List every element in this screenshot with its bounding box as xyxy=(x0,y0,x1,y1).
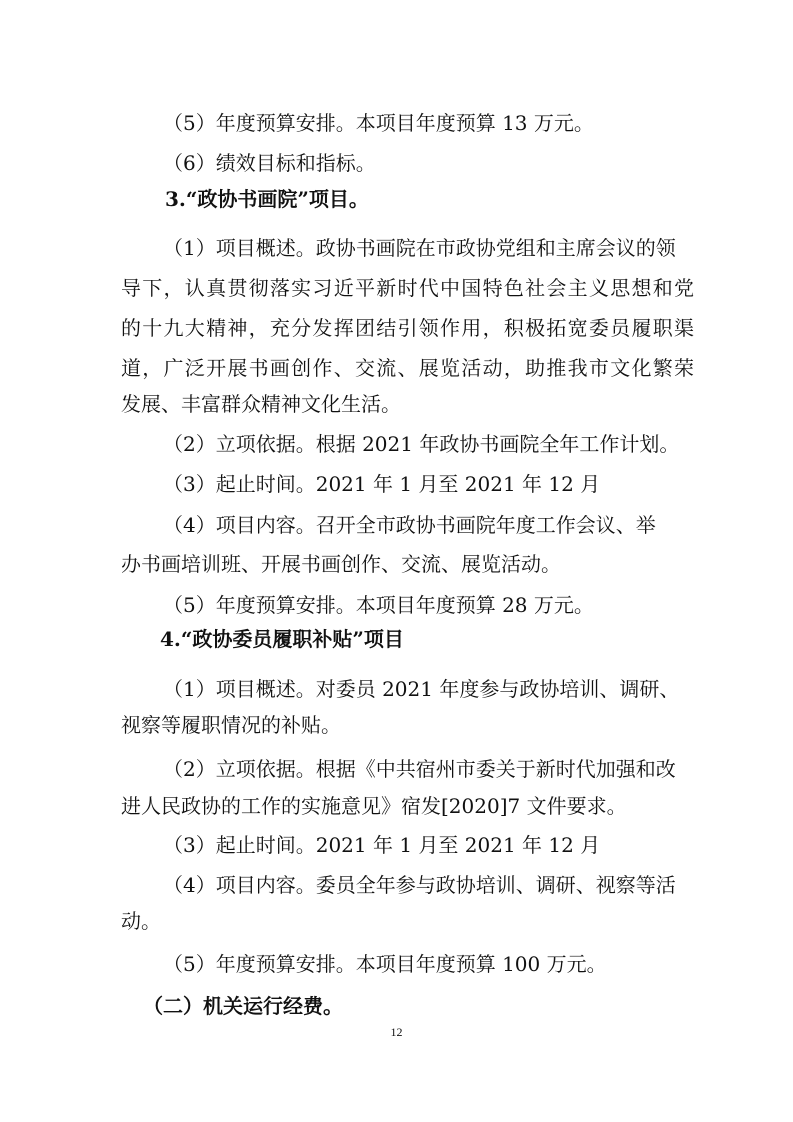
paragraph-line: （5）年度预算安排。本项目年度预算 13 万元。 xyxy=(163,111,594,135)
paragraph-line: （4）项目内容。委员全年参与政协培训、调研、视察等活 xyxy=(163,873,676,897)
paragraph-line: （1）项目概述。对委员 2021 年度参与政协培训、调研、 xyxy=(163,677,680,701)
paragraph-line: （5）年度预算安排。本项目年度预算 100 万元。 xyxy=(163,952,607,976)
paragraph-line: （2）立项依据。根据 2021 年政协书画院全年工作计划。 xyxy=(163,432,680,456)
paragraph-line: （3）起止时间。2021 年 1 月至 2021 年 12 月 xyxy=(163,833,601,857)
paragraph-line: （1）项目概述。政协书画院在市政协党组和主席会议的领 xyxy=(163,236,676,260)
paragraph-line: 导下，认真贯彻落实习近平新时代中国特色社会主义思想和党 xyxy=(121,276,694,300)
paragraph-line: 视察等履职情况的补贴。 xyxy=(121,713,341,737)
paragraph-line: 进人民政协的工作的实施意见》宿发[2020]7 文件要求。 xyxy=(121,794,627,818)
section-heading: 4.“政协委员履职补贴”项目 xyxy=(160,627,404,651)
paragraph-line: （2）立项依据。根据《中共宿州市委关于新时代加强和改 xyxy=(163,757,676,781)
page-number: 12 xyxy=(390,1025,403,1039)
section-heading: （二）机关运行经费。 xyxy=(143,994,343,1018)
paragraph-line: （6）绩效目标和指标。 xyxy=(163,151,376,175)
paragraph-line: 的十九大精神，充分发挥团结引领作用，积极拓宽委员履职渠 xyxy=(121,316,694,340)
paragraph-line: 办书画培训班、开展书画创作、交流、展览活动。 xyxy=(121,552,561,576)
paragraph-line: （4）项目内容。召开全市政协书画院年度工作会议、举 xyxy=(163,513,656,537)
paragraph-line: 发展、丰富群众精神文化生活。 xyxy=(121,392,401,416)
paragraph-line: 道，广泛开展书画创作、交流、展览活动，助推我市文化繁荣 xyxy=(121,356,694,380)
paragraph-line: 动。 xyxy=(121,909,161,933)
paragraph-line: （5）年度预算安排。本项目年度预算 28 万元。 xyxy=(163,593,594,617)
section-heading: 3.“政协书画院”项目。 xyxy=(165,187,369,211)
paragraph-line: （3）起止时间。2021 年 1 月至 2021 年 12 月 xyxy=(163,472,601,496)
